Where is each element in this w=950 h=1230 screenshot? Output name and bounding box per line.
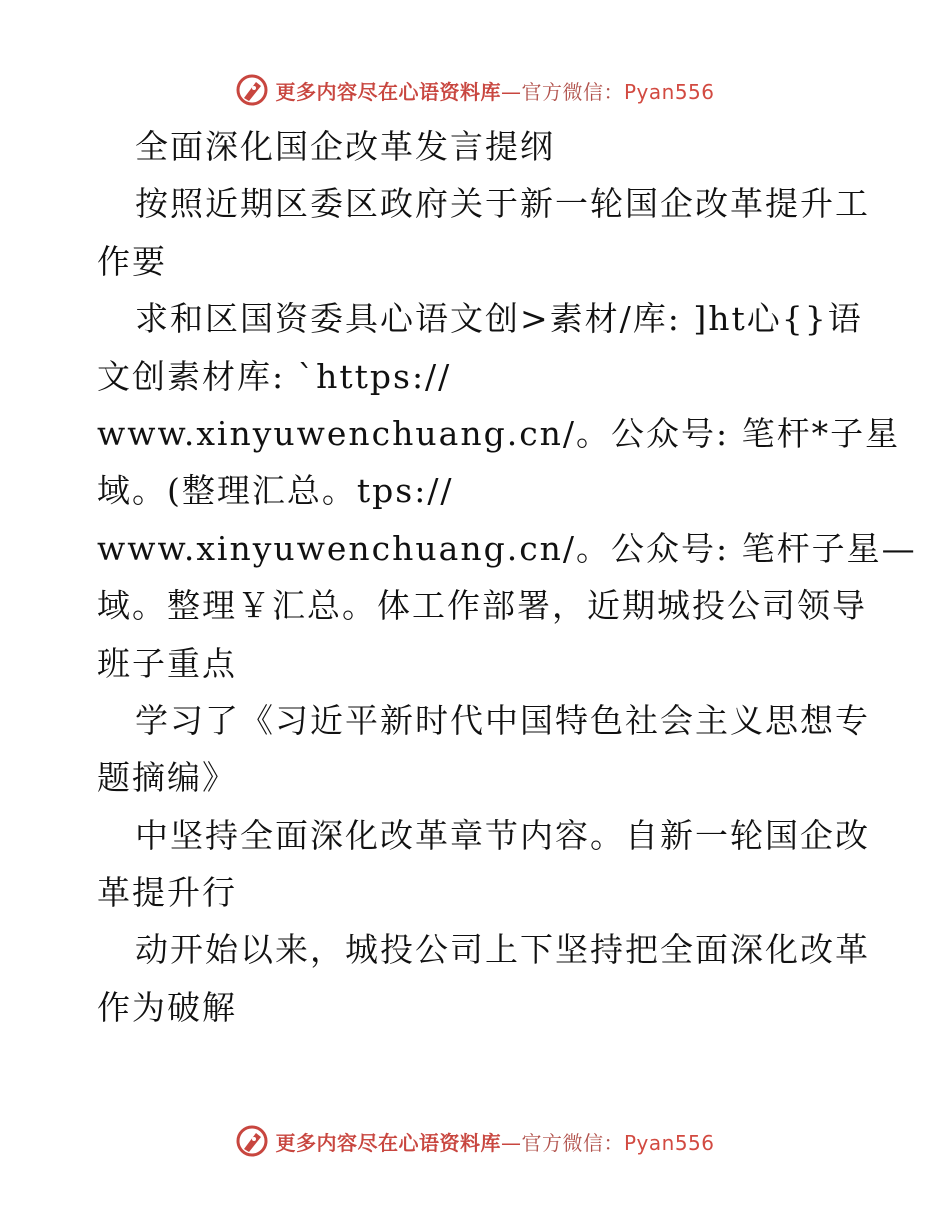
text-line: www.xinyuwenchuang.cn/。公众号: 笔杆子星— [97, 528, 917, 568]
text-line: 中坚持全面深化改革章节内容。自新一轮国企改 [135, 815, 870, 855]
document-body [97, 118, 917, 1036]
text-line: 题摘编》 [97, 758, 237, 798]
text-line: 作为破解 [97, 987, 237, 1027]
banner-main-text: 更多内容尽在心语资料库 [275, 1130, 501, 1155]
banner-dash: — [500, 1130, 522, 1155]
text-line: www.xinyuwenchuang.cn/。公众号: 笔杆*子星 [97, 413, 901, 453]
text-line: 革提升行 [97, 873, 237, 913]
text-line: 动开始以来，城投公司上下坚持把全面深化改革 [135, 930, 870, 970]
text-line: 求和区国资委具心语文创>素材/库: ]ht心{}语 [135, 299, 863, 339]
banner-wechat-label: 官方微信： [521, 1130, 624, 1155]
banner-main-text: 更多内容尽在心语资料库 [275, 79, 501, 104]
banner-wechat-id: Pyan556 [623, 79, 715, 104]
text-line: 域。(整理汇总。tps:// [97, 471, 454, 511]
text-line: 域。整理￥汇总。体工作部署，近期城投公司领导 [97, 586, 867, 626]
text-line: 全面深化国企改革发言提纲 [135, 127, 555, 166]
banner-text [275, 76, 714, 105]
header-banner [0, 70, 950, 110]
pen-nib-logo-icon [235, 1124, 269, 1158]
text-line: 班子重点 [97, 643, 237, 683]
banner-wechat-id: Pyan556 [623, 1130, 715, 1155]
banner-wechat-label: 官方微信： [521, 79, 624, 104]
pen-nib-logo-icon [235, 73, 269, 107]
banner-dash: — [500, 79, 522, 104]
text-line: 作要 [97, 241, 167, 281]
text-line: 文创素材库: `https:// [97, 356, 452, 396]
text-line: 按照近期区委区政府关于新一轮国企改革提升工 [135, 184, 870, 224]
banner-text [275, 1127, 714, 1156]
text-line: 学习了《习近平新时代中国特色社会主义思想专 [135, 700, 870, 740]
footer-banner [0, 1121, 950, 1161]
